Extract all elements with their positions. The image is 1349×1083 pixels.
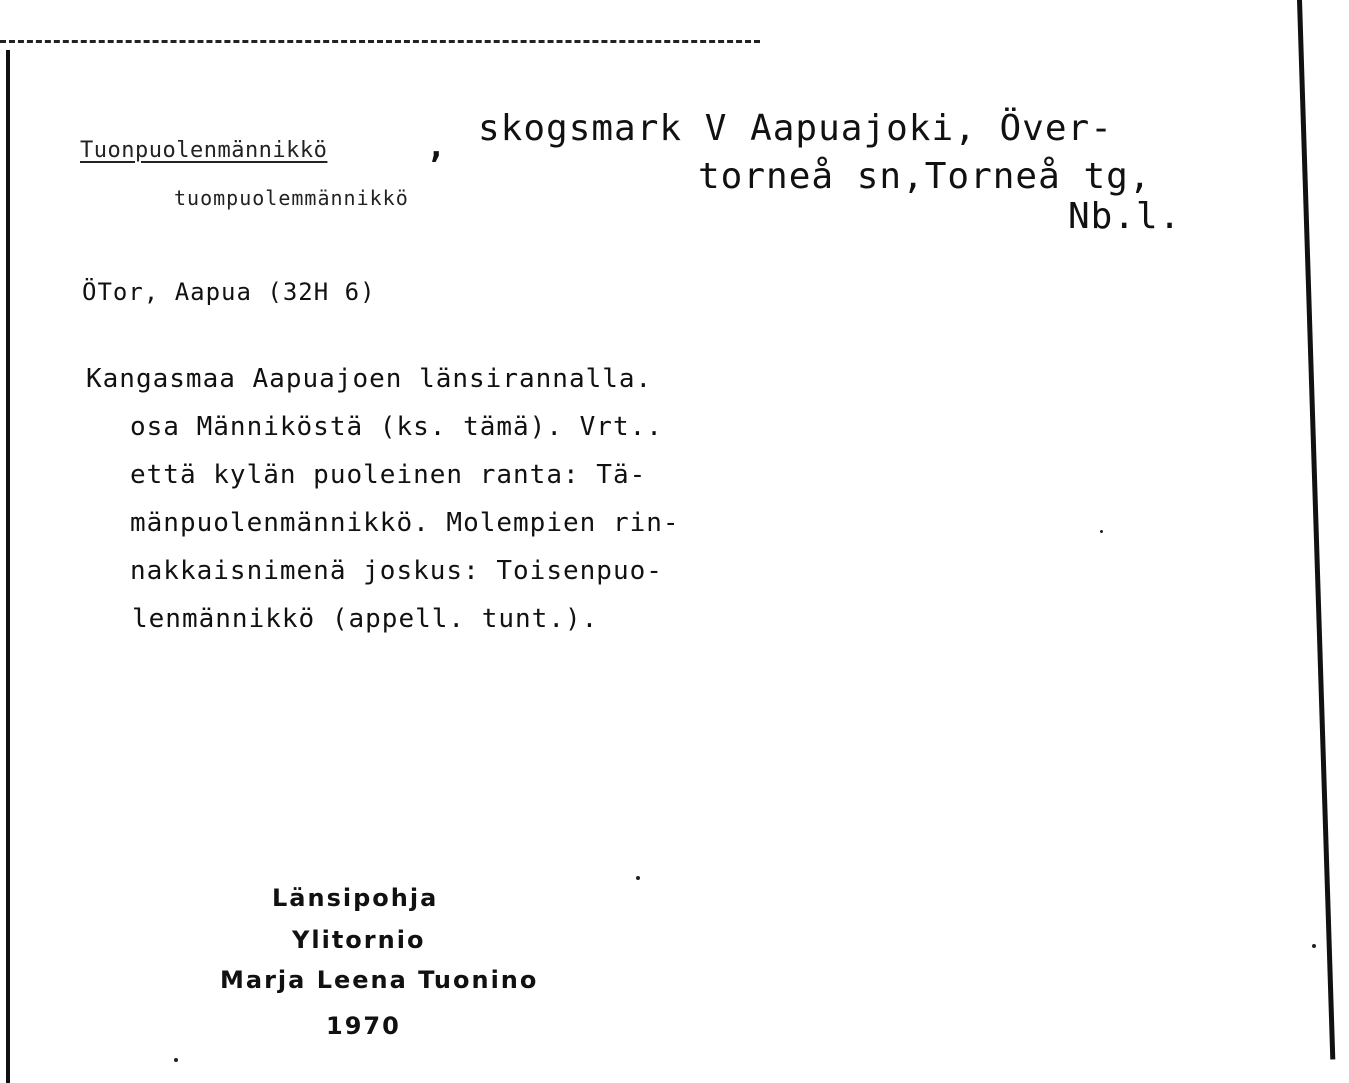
headword-separator: ,: [426, 126, 447, 166]
headword: Tuonpuolenmännikkö: [80, 138, 328, 163]
body-line: osa Männiköstä (ks. tämä). Vrt..: [130, 412, 663, 442]
body-line: nakkaisnimenä joskus: Toisenpuo-: [130, 556, 663, 586]
scan-speck: [1100, 530, 1103, 533]
card-right-edge: [1297, 0, 1335, 1059]
place-description-line: torneå sn,Torneå tg,: [698, 156, 1152, 197]
stamp-collector: Marja Leena Tuonino: [220, 966, 539, 994]
headword-variant: tuompuolemmännikkö: [174, 186, 409, 210]
place-description-line: Nb.l.: [1068, 196, 1182, 237]
source-reference: ÖTor, Aapua (32H 6): [82, 278, 376, 306]
scan-speck: [636, 876, 640, 880]
body-line: että kylän puoleinen ranta: Tä-: [130, 460, 647, 490]
body-line: Kangasmaa Aapuajoen länsirannalla.: [86, 364, 653, 394]
scan-speck: [174, 1058, 178, 1062]
scan-speck: [1312, 944, 1316, 948]
place-description-line: skogsmark V Aapuajoki, Över-: [478, 108, 1113, 149]
stamp-municipality: Ylitornio: [292, 926, 426, 954]
body-line: mänpuolenmännikkö. Molempien rin-: [130, 508, 680, 538]
card-left-edge: [6, 50, 10, 1083]
stamp-region: Länsipohja: [272, 884, 439, 912]
card-top-edge: [0, 40, 760, 43]
body-line: lenmännikkö (appell. tunt.).: [132, 604, 599, 634]
stamp-year: 1970: [326, 1012, 401, 1040]
